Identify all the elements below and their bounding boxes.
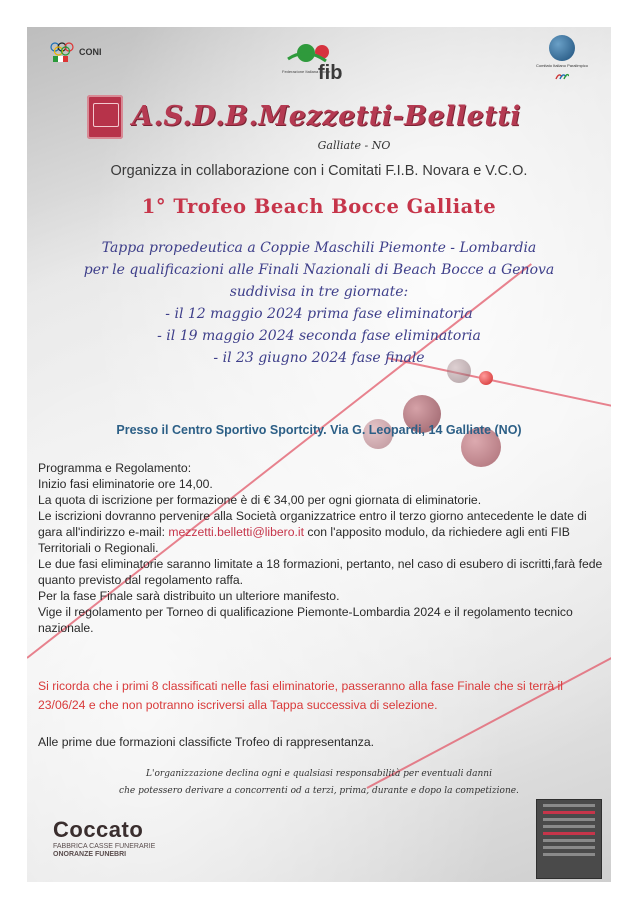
rules-regulation: Vige il regolamento per Torneo di qualificazione Piemonte-Lombardia 2024 e il regolamento tecnico nazionale. bbox=[38, 605, 573, 635]
qr-thumbnail bbox=[536, 799, 602, 879]
club-badge bbox=[87, 95, 123, 139]
prize-note: Alle prime due formazioni classificte Trofeo di rappresentanza. bbox=[38, 735, 374, 749]
rules-heading: Programma e Regolamento: bbox=[38, 461, 192, 475]
club-name: A.S.D.B.Mezzetti-Belletti bbox=[132, 101, 522, 132]
agitos-icon bbox=[555, 71, 569, 81]
coni-label: CONI bbox=[79, 47, 102, 57]
rules-limit: Le due fasi eliminatorie saranno limitate a 18 formazioni, pertanto, nel caso di esubero di iscritti,farà fede quanto previsto dal regolamento raffa. bbox=[38, 557, 603, 587]
disclaimer-line: che potessero derivare a concorrenti od a terzi, prima, durante e dopo la competizione. bbox=[119, 786, 519, 796]
club-location: Galliate - NO bbox=[317, 139, 391, 152]
paralympic-logo bbox=[527, 35, 597, 86]
pallino bbox=[479, 371, 493, 385]
badge-emblem-icon bbox=[93, 103, 119, 127]
fib-wordmark: fib bbox=[318, 62, 343, 84]
fib-emblem-icon bbox=[282, 39, 352, 85]
paralympic-label: Comitato Italiano Paralimpico bbox=[535, 63, 589, 68]
rules-fee: La quota di iscrizione per formazione è di € 34,00 per ogni giornata di eliminatorie. bbox=[38, 493, 482, 507]
stage-date: - il 23 giugno 2024 fase finale bbox=[213, 350, 425, 366]
event-title: 1° Trofeo Beach Bocce Galliate bbox=[141, 195, 497, 218]
rules-final: Per la fase Finale sarà distribuito un ulteriore manifesto. bbox=[38, 589, 340, 603]
sponsor-line: ONORANZE FUNEBRI bbox=[53, 851, 127, 858]
stage-date: - il 19 maggio 2024 seconda fase eliminatoria bbox=[157, 328, 481, 344]
olympic-rings-icon bbox=[49, 41, 75, 63]
disclaimer-line: L'organizzazione declina ogni e qualsiasi responsabilità per eventuali danni bbox=[146, 769, 492, 779]
fib-tagline: Federazione Italiana Bocce bbox=[282, 69, 331, 74]
stage-date: - il 12 maggio 2024 prima fase eliminatoria bbox=[165, 306, 473, 322]
poster bbox=[27, 27, 611, 882]
stage-description bbox=[27, 237, 611, 369]
globe-icon bbox=[549, 35, 575, 61]
sponsor-logo bbox=[53, 817, 155, 859]
fib-logo bbox=[282, 39, 352, 90]
email-link[interactable]: mezzetti.belletti@libero.it bbox=[168, 525, 304, 539]
stage-line: suddivisa in tre giornate: bbox=[229, 284, 409, 300]
sponsor-line: FABBRICA CASSE FUNERARIE bbox=[53, 843, 156, 850]
qualification-note: Si ricorda che i primi 8 classificati nelle fasi eliminatorie, passeranno alla fase Finale che si terrà il 23/06/24 e che non potranno iscriversi alla Tappa successiva di selezione. bbox=[38, 679, 563, 712]
rules-section bbox=[38, 460, 608, 636]
disclaimer bbox=[27, 766, 611, 800]
rules-start-time: Inizio fasi eliminatorie ore 14,00. bbox=[38, 477, 213, 491]
coni-logo bbox=[49, 41, 102, 63]
stage-line: Tappa propedeutica a Coppie Maschili Piemonte - Lombardia bbox=[101, 240, 537, 256]
sponsor-name: Coccato bbox=[53, 817, 144, 842]
venue-line: Presso il Centro Sportivo Sportcity. Via G. Leopardi, 14 Galliate (NO) bbox=[116, 423, 522, 437]
rules-registration: Le iscrizioni dovranno pervenire alla Società organizzatrice entro il terzo giorno antecedente le date di gara all'indirizzo e-mail: mezzetti.belletti@libero.it con l'apposito modulo, da richiedere agli enti FIB Territoriali o Regionali. bbox=[38, 509, 587, 555]
stage-line: per le qualificazioni alle Finali Nazionali di Beach Bocce a Genova bbox=[83, 262, 555, 278]
organizer-line: Organizza in collaborazione con i Comitati F.I.B. Novara e V.C.O. bbox=[110, 163, 528, 179]
